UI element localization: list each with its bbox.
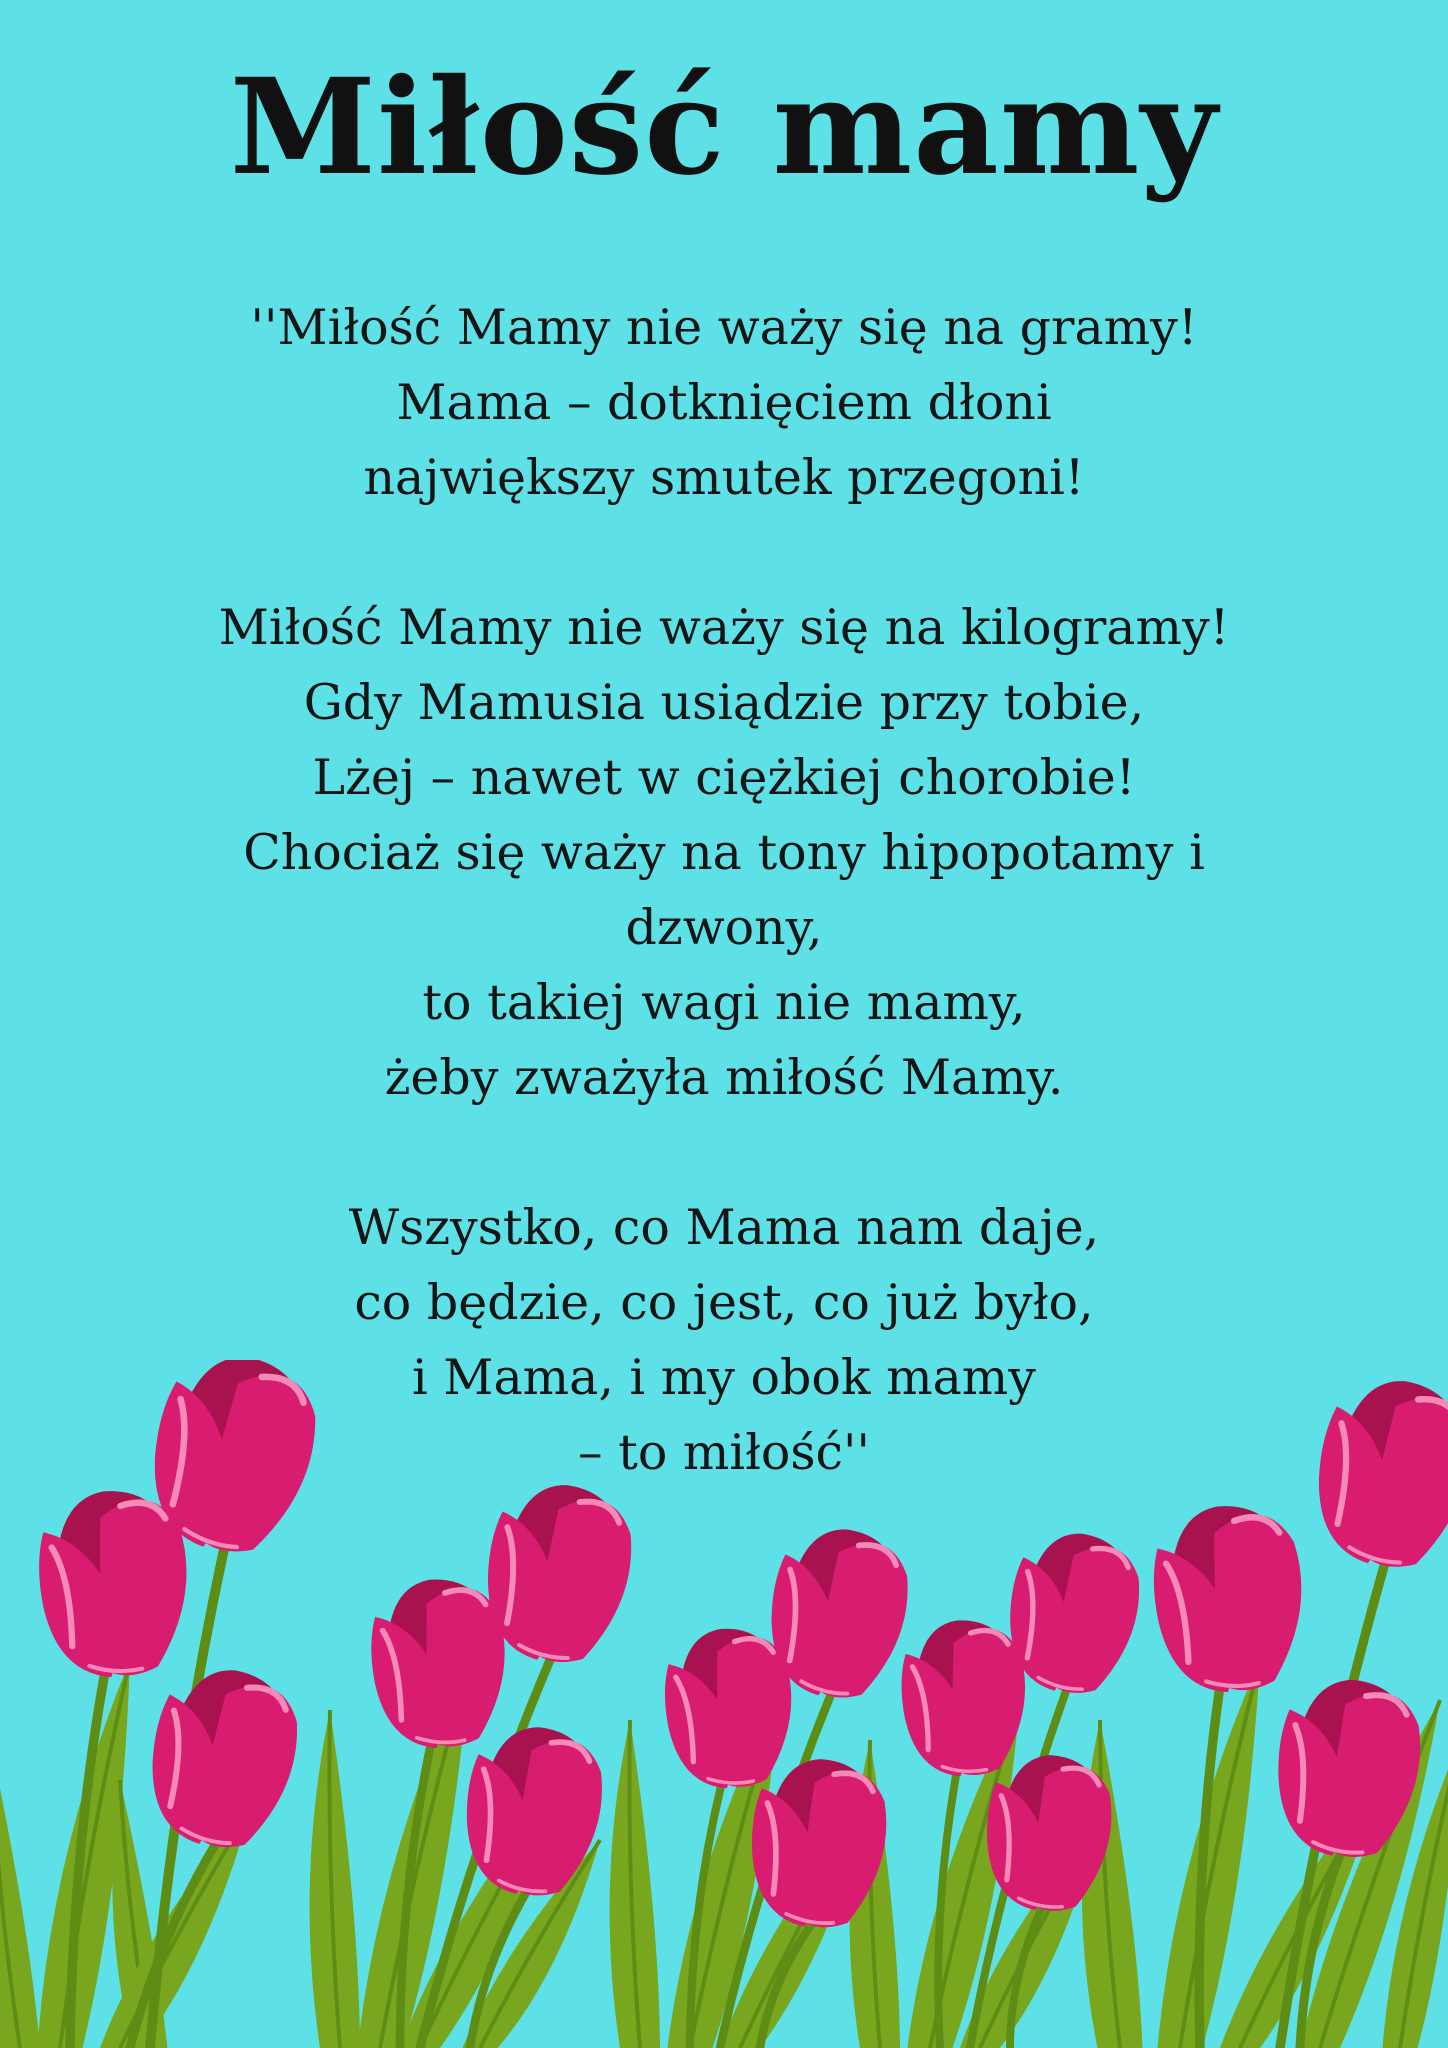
poem — [120, 290, 1328, 1490]
poem-line: co będzie, co jest, co już było, — [354, 1274, 1094, 1331]
tulip-icon — [34, 1486, 194, 1682]
stanza-break — [120, 1115, 1328, 1190]
poem-line: ''Miłość Mamy nie waży się na gramy! — [250, 299, 1198, 356]
poem-line: – to miłość'' — [578, 1424, 870, 1481]
tulip-icon — [366, 1575, 511, 1752]
leaf-shape — [0, 1740, 40, 2048]
tulip-border — [0, 1360, 1448, 2048]
tulip-icon — [660, 1624, 797, 1792]
poem-line: żeby zważyła miłość Mamy. — [384, 1049, 1064, 1106]
tulip-icon — [1304, 1369, 1448, 1578]
poem-line: Lżej – nawet w ciężkiej chorobie! — [312, 749, 1136, 806]
poem-line: największy smutek przegoni! — [363, 449, 1085, 506]
stanza-break — [120, 515, 1328, 590]
poem-line: Gdy Mamusia usiądzie przy tobie, — [303, 674, 1145, 731]
poem-line: to takiej wagi nie mamy, — [422, 974, 1026, 1031]
tulip-icon — [138, 1659, 307, 1858]
tulip-icon — [1147, 1500, 1310, 1698]
poem-line: Wszystko, co Mama nam daje, — [348, 1199, 1100, 1256]
poem-line: dzwony, — [625, 899, 823, 956]
poster-title: Miłość mamy — [229, 50, 1219, 205]
poem-line: Mama – dotknięciem dłoni — [396, 374, 1052, 431]
poem-line: Miłość Mamy nie waży się na kilogramy! — [218, 599, 1230, 656]
poem-line: Chociaż się waży na tony hipopotamy i — [243, 824, 1205, 881]
poem-line: i Mama, i my obok mamy — [412, 1349, 1036, 1406]
